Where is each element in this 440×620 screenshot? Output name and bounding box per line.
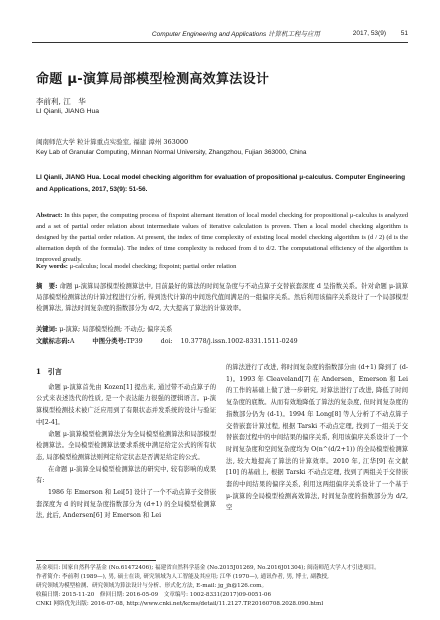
footnotes — [36, 564, 408, 609]
body-paragraph: 1986 年 Emerson 和 Lei[5] 设计了一个不动点算子交替嵌套深度为 d 的时间复杂度指数部分为 (d+1) 的全局模型检测算法, 此后, Andersen[6] 对 Emerson 和 Lei — [36, 489, 216, 520]
keywords-en-text: μ-calculus; local model checking; fixpoint; partial order relation — [69, 263, 237, 270]
doc-code-label: 文献标志码: — [36, 338, 70, 345]
footnote-rule — [36, 560, 156, 561]
doi-label: doi: — [160, 338, 173, 345]
article-meta — [36, 336, 408, 345]
abstract-cn-label: 摘 要: — [36, 283, 58, 290]
keywords-cn — [36, 324, 408, 333]
abstract-cn-text: 命题 μ-演算局部模型检测算法中, 目前最好的算法的时间复杂度与不动点算子交替嵌套深度 d 呈指数关系。针对命题 μ-演算局部模型检测算法的计算过程进行分析, 得到迭代计算的中间迭代值间满足的一组偏序关系。然后利用该偏序关系设计了一个局部模型检测算法, 算法时间复杂度的指数部分为 d/2, 大大提高了算法的计算效率。 — [36, 283, 408, 312]
body-column-left — [36, 362, 216, 522]
page-number: 51 — [400, 29, 408, 37]
citation: LI Qianli, JIANG Hua. Local model checking algorithm for evaluation of propositional μ-calculus. Computer Engineering and Applications, 2017, 53(9): 51-56. — [36, 174, 406, 193]
footnote-funding: 基金项目: 国家自然科学基金 (No.61472406); 福建省自然科学基金 (No.2015J01269, No.2016J01304); 闽南师范大学人才引进项目。 — [36, 565, 380, 571]
footnote-author: 作者简介: 李前利 (1989—), 男, 硕士在读, 研究领域为人工智能及其应用; 江华 (1970—), 通讯作者, 男, 博士, 副教授, — [36, 574, 329, 580]
issue-info: 2017, 53(9) — [352, 29, 386, 37]
affiliation-en: Key Lab of Granular Computing, Minnan Normal University, Zhangzhou, Fujian 363000, China — [36, 149, 307, 156]
section-heading: 1 引言 — [36, 367, 62, 376]
header-rule — [32, 42, 408, 43]
clc-value: TP39 — [126, 338, 143, 345]
clc-label: 中图分类号: — [92, 338, 127, 345]
abstract-en-label: Abstract: — [36, 212, 63, 219]
paper-title: 命题 μ-演算局部模型检测高效算法设计 — [36, 72, 270, 87]
doi-value: 10.3778/j.issn.1002-8331.1511-0249 — [180, 338, 298, 345]
doc-code-value: A — [69, 338, 75, 345]
keywords-cn-text: μ-演算; 局部模型检测; 不动点; 偏序关系 — [59, 326, 173, 333]
body-column-right — [226, 362, 408, 514]
authors-en: LI Qianli, JIANG Hua — [36, 108, 100, 115]
keywords-cn-label: 关键词: — [36, 326, 58, 333]
abstract-en-text: In this paper, the computing process of fixpoint alternant iteration of local model checking for propositional μ-calculus is analyzed and a set of partial order relation about intermediate values of iterative calculation is proven. Then a local model checking algorithm is designed by the partial order relation. At present, the index of time complexity of existing local model checking algorithm is (d / 2) (d is the alternation depth of the formula). The index of time complexity is reduced from d to d/2. The computational efficiency of the algorithm is improved greatly. — [36, 212, 409, 263]
running-header — [32, 26, 408, 40]
body-paragraph: 命题 μ-演算模型检测算法分为全局模型检测算法和局部模型检测算法。全局模型检测算法要求系统中满足给定公式的所有状态, 局部模型检测算法则判定给定状态是否满足给定的公式。 — [36, 430, 216, 461]
body-paragraph: 的算法进行了改进, 将时间复杂度的指数部分由 (d+1) 降到了 (d-1)。1993 年 Cleaveland[7] 在 Andersen、Emerson 和 Lei 的工作的基础上做了进一步研究, 对算法进行了改进, 降低了时间复杂度的底数。从而有效地降低了算法的复杂度, 但时间复杂度的指数部分仍为 (d-1)。1994 年 Long[8] 等人分析了不动点算子交替嵌套计算过程, 根据 Tarski 不动点定理, 找到了一组关于交替嵌套过程中的中间结果的偏序关系, 利用该偏序关系设计了一个时间复杂度和空间复杂度均为 O(n^(d/2+1)) 的全局模型检测算法, 较大地提高了算法的计算效率。2010 年, 江华[9] 在文献 [10] 的基础上, 根据 Tarski 不动点定理, 找到了两组关于交替嵌套的中间结果的偏序关系, 利用这两组偏序关系设计了一个基于 μ-演算的全局模型检测高效算法, 时间复杂度的指数部分为 d/2, 空 — [226, 364, 408, 512]
keywords-en-label: Key words: — [36, 263, 68, 270]
abstract-cn — [36, 281, 408, 314]
abstract-en — [36, 210, 408, 265]
footnote-dates: 收稿日期: 2015-11-20 修回日期: 2016-05-09 文章编号: 1002-8331(2017)09-0051-06 — [36, 592, 272, 598]
authors-cn: 李前利, 江 华 — [36, 97, 86, 106]
body-paragraph: 命题 μ-演算首先由 Kozen[1] 提出来, 通过带不动点算子的公式来表述迭代的性质, 是一个表达能力很强的逻辑语言。μ-演算模型检测技术被广泛应用到了有限状态并发系统的设计与验证中[2-4]。 — [36, 383, 216, 426]
footnote-author-cont: 研究领域为模型检测、研究领域为算法设计与分析、形式化方法, E-mail: jg_jh@126.com。 — [36, 583, 268, 589]
journal-name: Computer Engineering and Applications 计算机工程与应用 — [151, 30, 320, 38]
affiliation-cn: 闽南师范大学 粒计算重点实验室, 福建 漳州 363000 — [36, 138, 189, 146]
keywords-en — [36, 261, 408, 272]
body-paragraph: 在命题 μ-演算全局模型检测算法的研究中, 较有影响的成果有: — [36, 465, 216, 485]
footnote-cnki: CNKI 网络优先出版: 2016-07-08, http://www.cnki.net/kcms/detail/11.2127.TP.20160708.2028.090.html — [36, 601, 324, 607]
